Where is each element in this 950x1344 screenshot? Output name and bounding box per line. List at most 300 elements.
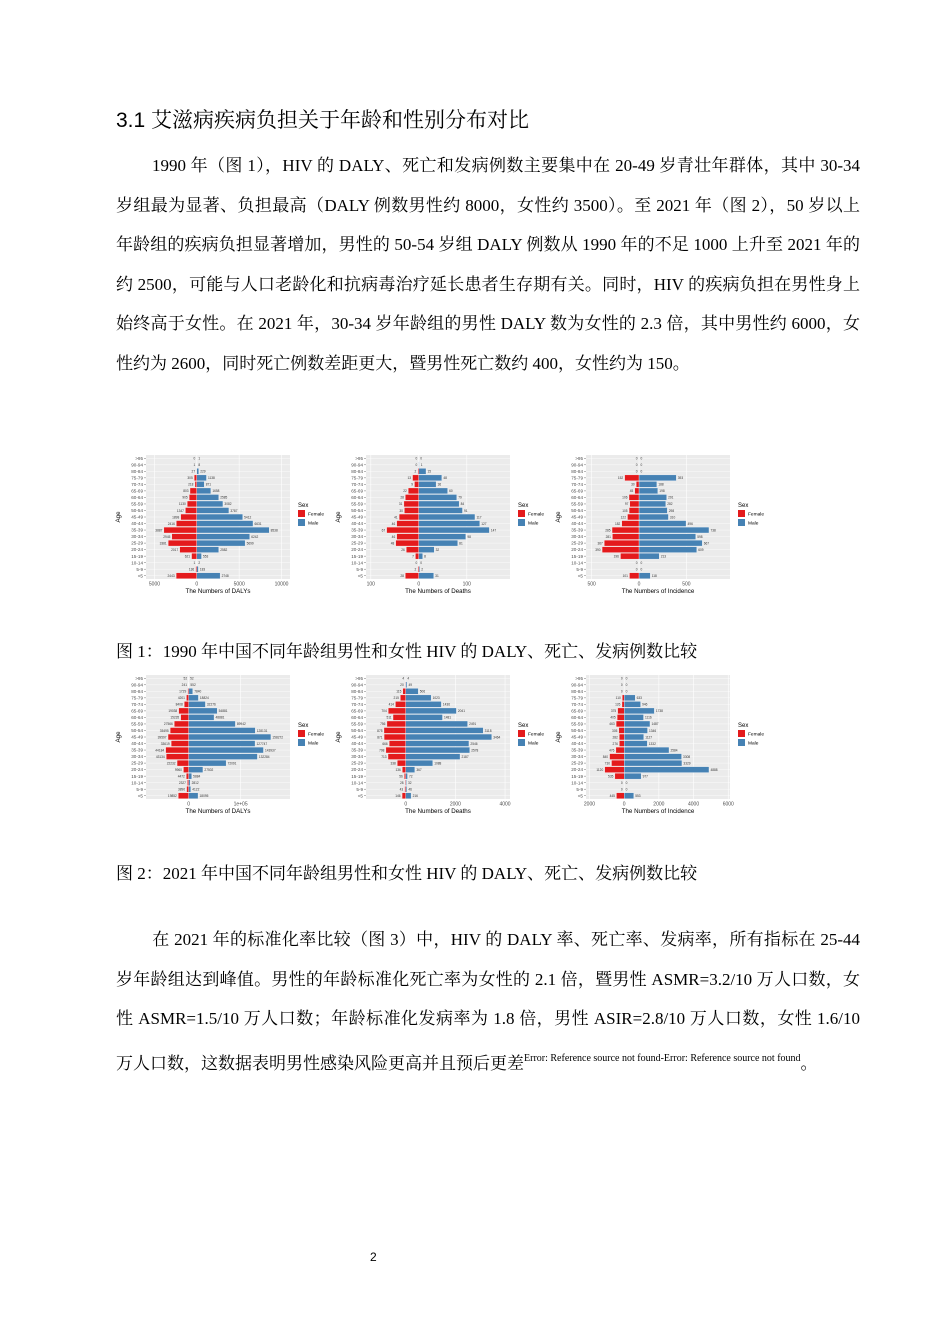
svg-text:367: 367 xyxy=(597,541,603,546)
age-tick-label: 25-29 xyxy=(571,540,583,546)
svg-text:46: 46 xyxy=(408,787,412,792)
male-bar xyxy=(197,488,211,494)
svg-text:2578: 2578 xyxy=(471,748,479,753)
chart-1990-incidence xyxy=(552,452,780,602)
male-bar xyxy=(406,767,415,773)
male-bar xyxy=(189,786,191,792)
male-bar xyxy=(406,682,407,688)
age-tick-label: 65-69 xyxy=(571,708,583,714)
legend-male-swatch xyxy=(518,519,525,526)
age-tick-label: 10-14 xyxy=(351,560,363,566)
female-bar xyxy=(187,501,197,507)
age-tick-label: 80-84 xyxy=(351,468,363,474)
svg-text:36: 36 xyxy=(437,482,442,487)
svg-text:128131: 128131 xyxy=(256,728,268,733)
female-bar xyxy=(402,767,405,773)
female-bar xyxy=(619,741,624,747)
female-bar xyxy=(405,786,406,792)
male-bar xyxy=(197,481,204,487)
x-tick-label: 0 xyxy=(187,801,191,808)
age-tick-label: 75-79 xyxy=(351,695,363,701)
male-bar xyxy=(419,553,423,559)
age-tick-label: >95 xyxy=(355,675,363,681)
age-tick-label: 30-34 xyxy=(571,754,583,760)
age-tick-label: 40-44 xyxy=(131,521,143,527)
svg-text:414: 414 xyxy=(388,702,394,707)
female-bar xyxy=(179,708,189,714)
female-bar xyxy=(612,527,639,533)
age-tick-label: 65-69 xyxy=(131,708,143,714)
svg-text:7840: 7840 xyxy=(194,689,202,694)
male-bar xyxy=(189,708,218,714)
svg-text:3890: 3890 xyxy=(178,787,186,792)
svg-text:84: 84 xyxy=(460,502,465,507)
age-tick-label: 60-64 xyxy=(351,715,363,721)
svg-text:1130: 1130 xyxy=(178,502,186,507)
svg-text:285: 285 xyxy=(605,528,611,533)
male-bar xyxy=(197,475,207,481)
svg-text:511: 511 xyxy=(386,715,392,720)
female-bar xyxy=(605,767,624,773)
svg-text:1: 1 xyxy=(420,463,423,468)
male-bar xyxy=(406,754,460,760)
svg-text:803: 803 xyxy=(183,489,189,494)
age-tick-label: 35-39 xyxy=(131,747,143,753)
chart-2021-incidence xyxy=(552,672,780,822)
male-bar xyxy=(189,741,255,747)
age-tick-label: <5 xyxy=(357,793,363,799)
pyramid-svg xyxy=(332,672,560,822)
svg-text:48881: 48881 xyxy=(215,715,225,720)
male-bar xyxy=(419,481,436,487)
male-bar xyxy=(419,475,442,481)
chart-2021-deaths xyxy=(332,672,560,822)
male-bar xyxy=(639,553,659,559)
svg-text:Female: Female xyxy=(748,732,764,738)
svg-text:2327: 2327 xyxy=(178,780,186,785)
svg-text:1347: 1347 xyxy=(176,508,184,513)
age-tick-label: 15-19 xyxy=(351,553,363,559)
svg-text:19038: 19038 xyxy=(168,709,178,714)
age-tick-label: 65-69 xyxy=(351,708,363,714)
svg-text:0: 0 xyxy=(620,787,623,792)
svg-text:98: 98 xyxy=(467,534,471,539)
age-tick-label: 60-64 xyxy=(571,715,583,721)
age-tick-label: >95 xyxy=(575,455,583,461)
female-bar xyxy=(404,773,405,779)
svg-text:1023: 1023 xyxy=(432,696,440,701)
legend-title: Sex xyxy=(298,503,309,509)
legend-title: Sex xyxy=(738,723,749,729)
svg-text:0: 0 xyxy=(635,469,638,474)
paragraph-1-text: 1990 年（图 1），HIV 的 DALY、死亡和发病例数主要集中在 20-49 岁青壮年群体，其中 30-34 岁组最为显著、负担最高（DALY 例数男性约 8000，女性约 3500）。至 2021 年（图 2），50 岁以上年龄组的疾病负担显著增加，男性的 50-54 岁组 DALY 例数从 1990 年的不足 1000 上升至 2021 年的约 2500，可能与人口老龄化和抗病毒治疗延长患者生存期有关。同时，HIV 的疾病负担在男性身上始终高于女性。在 2021 年，30-34 岁年龄组的男性 DALY 数为女性的 2.3 倍，其中男性约 6000，女性约为 2600，同时死亡例数差距更大，暨男性死亡数约 400，女性约为 150。 xyxy=(116,156,860,373)
svg-text:0: 0 xyxy=(415,560,418,565)
female-bar xyxy=(185,508,196,514)
age-tick-label: <5 xyxy=(137,793,143,799)
female-bar xyxy=(636,481,639,487)
svg-text:132284: 132284 xyxy=(258,754,270,759)
male-bar xyxy=(624,708,654,714)
svg-text:0: 0 xyxy=(415,456,418,461)
svg-text:146: 146 xyxy=(395,794,401,799)
svg-text:2582: 2582 xyxy=(220,547,228,552)
age-tick-label: >95 xyxy=(135,455,143,461)
svg-text:32: 32 xyxy=(435,547,440,552)
age-tick-label: 70-74 xyxy=(351,701,363,707)
female-bar xyxy=(395,701,405,707)
svg-text:72: 72 xyxy=(409,774,413,779)
x-tick-label: 2000 xyxy=(449,801,461,808)
svg-text:79: 79 xyxy=(458,495,462,500)
svg-text:6242: 6242 xyxy=(251,534,259,539)
svg-text:3787: 3787 xyxy=(230,508,238,513)
svg-text:875: 875 xyxy=(377,728,383,733)
svg-text:54881: 54881 xyxy=(218,709,228,714)
female-bar xyxy=(622,695,624,701)
male-bar xyxy=(624,728,647,734)
male-bar xyxy=(419,494,457,500)
svg-text:4888: 4888 xyxy=(710,767,718,772)
age-tick-label: >95 xyxy=(355,455,363,461)
male-bar xyxy=(197,553,202,559)
male-bar xyxy=(639,488,658,494)
female-bar xyxy=(389,741,406,747)
male-bar xyxy=(419,547,434,553)
age-tick-label: 50-54 xyxy=(351,508,363,514)
svg-text:28: 28 xyxy=(400,574,404,579)
svg-text:305: 305 xyxy=(612,728,618,733)
female-bar xyxy=(627,514,639,520)
svg-text:2041: 2041 xyxy=(457,709,465,714)
male-bar xyxy=(406,728,483,734)
svg-text:1: 1 xyxy=(198,456,201,461)
svg-text:0: 0 xyxy=(635,567,638,572)
age-tick-label: 55-59 xyxy=(351,721,363,727)
legend-title: Sex xyxy=(738,503,749,509)
age-tick-label: 55-59 xyxy=(571,721,583,727)
svg-text:4201: 4201 xyxy=(177,696,185,701)
age-tick-label: 5-9 xyxy=(356,786,363,792)
age-tick-label: 45-49 xyxy=(351,734,363,740)
svg-text:8408: 8408 xyxy=(175,702,183,707)
svg-text:2585: 2585 xyxy=(220,495,228,500)
male-bar xyxy=(406,793,411,799)
male-bar xyxy=(189,780,190,786)
age-tick-label: 35-39 xyxy=(571,747,583,753)
age-tick-label: 20-24 xyxy=(131,767,143,773)
age-tick-label: 10-14 xyxy=(571,560,583,566)
male-bar xyxy=(197,514,243,520)
male-bar xyxy=(639,514,668,520)
paragraph-2-text: 在 2021 年的标准化率比较（图 3）中，HIV 的 DALY 率、死亡率、发病率，所有指标在 25-44 岁年龄组达到峰值。男性的年龄标准化死亡率为女性的 2.1 倍，暨男性 ASMR=3.2/10 万人口数，女性 ASMR=1.5/10 万人口数；年龄标准化发病率为 1.8 倍，男性 ASIR=2.8/10 万人口数，女性 1.6/10 万人口数，这数据表明男性感染风险更高并且预后更差 xyxy=(116,930,860,1073)
age-tick-label: 20-24 xyxy=(351,767,363,773)
male-bar xyxy=(639,475,676,481)
female-bar xyxy=(396,540,419,546)
svg-text:730: 730 xyxy=(604,761,611,766)
svg-text:3082: 3082 xyxy=(224,502,232,507)
svg-text:Male: Male xyxy=(528,741,539,747)
age-tick-label: 5-9 xyxy=(136,786,143,792)
svg-text:0: 0 xyxy=(640,456,643,461)
legend-female-swatch xyxy=(738,730,745,737)
svg-text:0: 0 xyxy=(620,683,623,688)
svg-text:506: 506 xyxy=(419,689,426,694)
svg-text:48: 48 xyxy=(390,541,395,546)
legend-title: Sex xyxy=(518,723,529,729)
svg-text:41: 41 xyxy=(394,515,398,520)
male-bar xyxy=(419,540,458,546)
svg-text:1120: 1120 xyxy=(596,767,604,772)
male-bar xyxy=(189,773,192,779)
male-bar xyxy=(639,521,686,527)
age-tick-label: 5-9 xyxy=(356,566,363,572)
svg-text:476: 476 xyxy=(609,748,615,753)
age-tick-label: 45-49 xyxy=(571,734,583,740)
svg-text:633: 633 xyxy=(636,696,642,701)
svg-text:1898: 1898 xyxy=(172,515,180,520)
svg-text:44184: 44184 xyxy=(155,748,165,753)
svg-text:2443: 2443 xyxy=(167,574,175,579)
svg-text:667: 667 xyxy=(703,541,710,546)
svg-text:Female: Female xyxy=(528,512,544,518)
male-bar xyxy=(624,773,641,779)
male-bar xyxy=(624,721,650,727)
svg-text:Male: Male xyxy=(748,521,759,527)
page-number: 2 xyxy=(370,1250,377,1264)
svg-text:13: 13 xyxy=(407,476,412,481)
female-bar xyxy=(170,728,188,734)
svg-text:0: 0 xyxy=(625,787,628,792)
age-tick-label: >95 xyxy=(575,675,583,681)
age-tick-label: <5 xyxy=(577,793,583,799)
svg-text:46: 46 xyxy=(391,534,396,539)
svg-text:Male: Male xyxy=(748,741,759,747)
svg-text:1481: 1481 xyxy=(443,715,452,720)
female-bar xyxy=(402,793,406,799)
svg-text:5699: 5699 xyxy=(246,541,254,546)
age-tick-label: 70-74 xyxy=(131,701,143,707)
female-bar xyxy=(625,475,639,481)
male-bar xyxy=(639,494,667,500)
female-bar xyxy=(187,786,189,792)
x-tick-label: 0 xyxy=(637,581,641,588)
age-tick-label: 75-79 xyxy=(571,695,583,701)
svg-text:666: 666 xyxy=(382,741,388,746)
age-tick-label: 30-34 xyxy=(351,534,363,540)
male-bar xyxy=(624,714,643,720)
paragraph-standardized-rates xyxy=(116,920,860,1083)
chart-2021-dalys xyxy=(112,672,340,822)
x-axis-title: The Numbers of Incidence xyxy=(621,588,695,595)
female-bar xyxy=(629,494,639,500)
svg-text:28: 28 xyxy=(400,495,404,500)
age-tick-label: 35-39 xyxy=(351,747,363,753)
age-tick-label: 60-64 xyxy=(131,495,143,501)
male-bar xyxy=(639,547,697,553)
age-tick-label: 90-94 xyxy=(131,462,143,468)
age-tick-label: 80-84 xyxy=(571,688,583,694)
figure-1-caption: 图 1：1990 年中国不同年龄组男性和女性 HIV 的 DALY、死亡、发病例数比较 xyxy=(116,642,698,661)
female-bar xyxy=(195,481,197,487)
svg-text:67: 67 xyxy=(381,528,386,533)
male-bar xyxy=(197,494,219,500)
svg-text:32: 32 xyxy=(408,780,412,785)
age-tick-label: 20-24 xyxy=(571,767,583,773)
svg-text:3464: 3464 xyxy=(493,735,501,740)
x-axis-title: The Numbers of DALYs xyxy=(185,588,251,595)
male-bar xyxy=(624,793,634,799)
svg-text:45: 45 xyxy=(629,489,634,494)
male-bar xyxy=(406,714,443,720)
svg-text:3329: 3329 xyxy=(683,761,691,766)
male-bar xyxy=(197,573,220,579)
male-bar xyxy=(406,688,419,694)
male-bar xyxy=(639,527,709,533)
male-bar xyxy=(419,488,448,494)
age-tick-label: <5 xyxy=(137,573,143,579)
svg-text:18095: 18095 xyxy=(199,794,209,799)
age-tick-label: 10-14 xyxy=(131,560,143,566)
svg-text:35495: 35495 xyxy=(159,728,169,733)
male-bar xyxy=(624,767,709,773)
reference-error-superscript[interactable]: Error: Reference source not found-Error: Reference source not found xyxy=(524,1052,801,1064)
age-tick-label: 35-39 xyxy=(571,527,583,533)
svg-text:28: 28 xyxy=(399,780,404,785)
svg-text:60: 60 xyxy=(449,489,453,494)
svg-text:196: 196 xyxy=(613,554,619,559)
svg-text:463: 463 xyxy=(609,722,615,727)
female-bar xyxy=(166,747,189,753)
svg-text:8: 8 xyxy=(424,554,426,559)
age-tick-label: 55-59 xyxy=(351,501,363,507)
male-bar xyxy=(406,695,431,701)
svg-text:3887: 3887 xyxy=(155,528,163,533)
pyramid-svg xyxy=(332,452,560,602)
age-tick-label: 50-54 xyxy=(571,508,583,514)
male-bar xyxy=(189,793,198,799)
svg-text:8538: 8538 xyxy=(270,528,278,533)
svg-text:127747: 127747 xyxy=(256,741,268,746)
svg-text:4: 4 xyxy=(402,676,405,681)
svg-text:704: 704 xyxy=(381,709,387,714)
male-bar xyxy=(406,734,492,740)
age-tick-label: 20-24 xyxy=(131,547,143,553)
svg-text:276: 276 xyxy=(612,741,618,746)
female-bar xyxy=(618,708,625,714)
svg-text:26: 26 xyxy=(401,547,405,552)
svg-text:213: 213 xyxy=(660,554,667,559)
svg-text:2: 2 xyxy=(414,567,417,572)
x-tick-label: 0 xyxy=(622,801,626,808)
svg-text:136: 136 xyxy=(395,767,401,772)
age-tick-label: 40-44 xyxy=(571,741,583,747)
age-tick-label: 5-9 xyxy=(576,786,583,792)
svg-text:609: 609 xyxy=(698,547,704,552)
x-tick-label: 4000 xyxy=(499,801,511,808)
svg-text:375: 375 xyxy=(610,709,617,714)
male-bar xyxy=(197,540,245,546)
figure-2-caption: 图 2：2021 年中国不同年龄组男性和女性 HIV 的 DALY、死亡、发病例数比较 xyxy=(116,864,698,883)
x-tick-label: 1e+05 xyxy=(233,801,248,808)
x-tick-label: 2000 xyxy=(653,801,665,808)
legend-female-swatch xyxy=(518,730,525,737)
svg-text:118: 118 xyxy=(651,574,657,579)
svg-text:48: 48 xyxy=(443,476,447,481)
male-bar xyxy=(406,760,433,766)
pyramid-svg xyxy=(112,452,340,602)
y-axis-title: Age xyxy=(555,511,562,523)
svg-text:2: 2 xyxy=(414,469,417,474)
paragraph-2-end: 。 xyxy=(800,1053,818,1073)
female-bar xyxy=(612,534,639,540)
female-bar xyxy=(174,721,188,727)
svg-text:291: 291 xyxy=(668,495,674,500)
svg-text:9: 9 xyxy=(411,482,413,487)
x-axis-title: The Numbers of Deaths xyxy=(405,808,471,815)
legend-female-swatch xyxy=(518,510,525,517)
legend-male-swatch xyxy=(738,739,745,746)
svg-text:3308: 3308 xyxy=(683,754,691,759)
age-tick-label: <5 xyxy=(357,573,363,579)
male-bar xyxy=(197,527,269,533)
male-bar xyxy=(419,501,459,507)
svg-text:27566: 27566 xyxy=(163,722,173,727)
svg-text:147: 147 xyxy=(490,528,497,533)
male-bar xyxy=(189,734,271,740)
age-tick-label: 45-49 xyxy=(131,734,143,740)
svg-text:2: 2 xyxy=(198,560,201,565)
age-tick-label: 50-54 xyxy=(131,508,143,514)
female-bar xyxy=(630,501,639,507)
svg-text:2491: 2491 xyxy=(469,722,477,727)
age-tick-label: 30-34 xyxy=(131,754,143,760)
female-bar xyxy=(403,688,406,694)
female-bar xyxy=(190,488,197,494)
svg-text:2584: 2584 xyxy=(670,748,678,753)
svg-text:496: 496 xyxy=(687,521,693,526)
female-bar xyxy=(397,760,405,766)
svg-text:0: 0 xyxy=(625,683,628,688)
svg-text:393: 393 xyxy=(677,476,684,481)
y-axis-title: Age xyxy=(335,511,342,523)
svg-text:198: 198 xyxy=(659,489,665,494)
male-bar xyxy=(419,573,434,579)
y-axis-title: Age xyxy=(555,731,562,743)
age-tick-label: 50-54 xyxy=(571,728,583,734)
svg-text:97: 97 xyxy=(624,502,629,507)
svg-text:0: 0 xyxy=(193,456,196,461)
x-tick-label: 5000 xyxy=(148,581,161,588)
svg-text:43134: 43134 xyxy=(155,754,165,759)
age-tick-label: 65-69 xyxy=(131,488,143,494)
age-tick-label: 35-39 xyxy=(131,527,143,533)
male-bar xyxy=(189,754,258,760)
age-tick-label: 15-19 xyxy=(571,553,583,559)
svg-text:2187: 2187 xyxy=(461,754,469,759)
svg-text:46: 46 xyxy=(391,521,396,526)
svg-text:1487: 1487 xyxy=(651,722,659,727)
svg-text:1658: 1658 xyxy=(212,489,220,494)
female-bar xyxy=(414,481,418,487)
svg-text:117: 117 xyxy=(476,515,482,520)
svg-text:738: 738 xyxy=(710,528,716,533)
x-tick-label: 0 xyxy=(404,801,408,808)
svg-text:218: 218 xyxy=(188,482,194,487)
section-heading: 3.1 艾滋病疾病负担关于年龄和性别分布对比 xyxy=(116,109,530,132)
svg-text:621: 621 xyxy=(184,554,191,559)
male-bar xyxy=(197,501,223,507)
svg-text:4: 4 xyxy=(407,676,410,681)
